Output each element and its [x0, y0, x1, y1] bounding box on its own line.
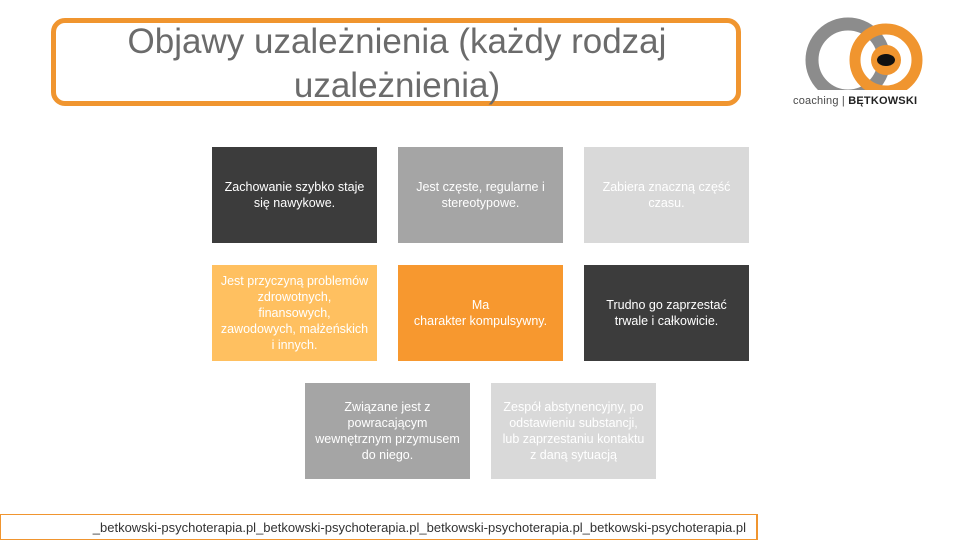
- card-compulsive: [398, 265, 563, 361]
- card-hard-to-stop: [584, 265, 749, 361]
- card-withdrawal: [491, 383, 656, 479]
- card-habit: [212, 147, 377, 243]
- card-frequent: [398, 147, 563, 243]
- card-text: Zachowanie szybko staje się nawykowe.: [224, 180, 365, 210]
- card-problems: [212, 265, 377, 361]
- card-compulsion: [305, 383, 470, 479]
- card-text: Trudno go zaprzestać trwale i całkowicie.: [606, 298, 727, 328]
- slide-title: Objawy uzależnienia (każdy rodzaj uzależnienia): [127, 22, 667, 105]
- card-text: Związane jest z powracającym wewnętrznym przymusem do niego.: [315, 400, 460, 462]
- logo-text: coaching | BĘTKOWSKI: [793, 95, 918, 107]
- card-text: Zabiera znaczną część czasu.: [602, 180, 731, 210]
- card-time: [584, 147, 749, 243]
- card-text: Ma charakter kompulsywny.: [413, 298, 548, 328]
- card-text: Jest przyczyną problemów zdrowotnych, finansowych, zawodowych, małżeńskich i innych.: [220, 274, 369, 352]
- footer-text: _betkowski-psychoterapia.pl_betkowski-psychoterapia.pl_betkowski-psychoterapia.pl_betkowski-psychoterapia.pl: [92, 519, 746, 535]
- card-text: Jest częste, regularne i stereotypowe.: [416, 180, 545, 210]
- card-text: Zespół abstynencyjny, po odstawieniu substancji, lub zaprzestaniu kontaktu z daną sytuacją: [502, 400, 645, 462]
- footer-banner: [0, 514, 758, 540]
